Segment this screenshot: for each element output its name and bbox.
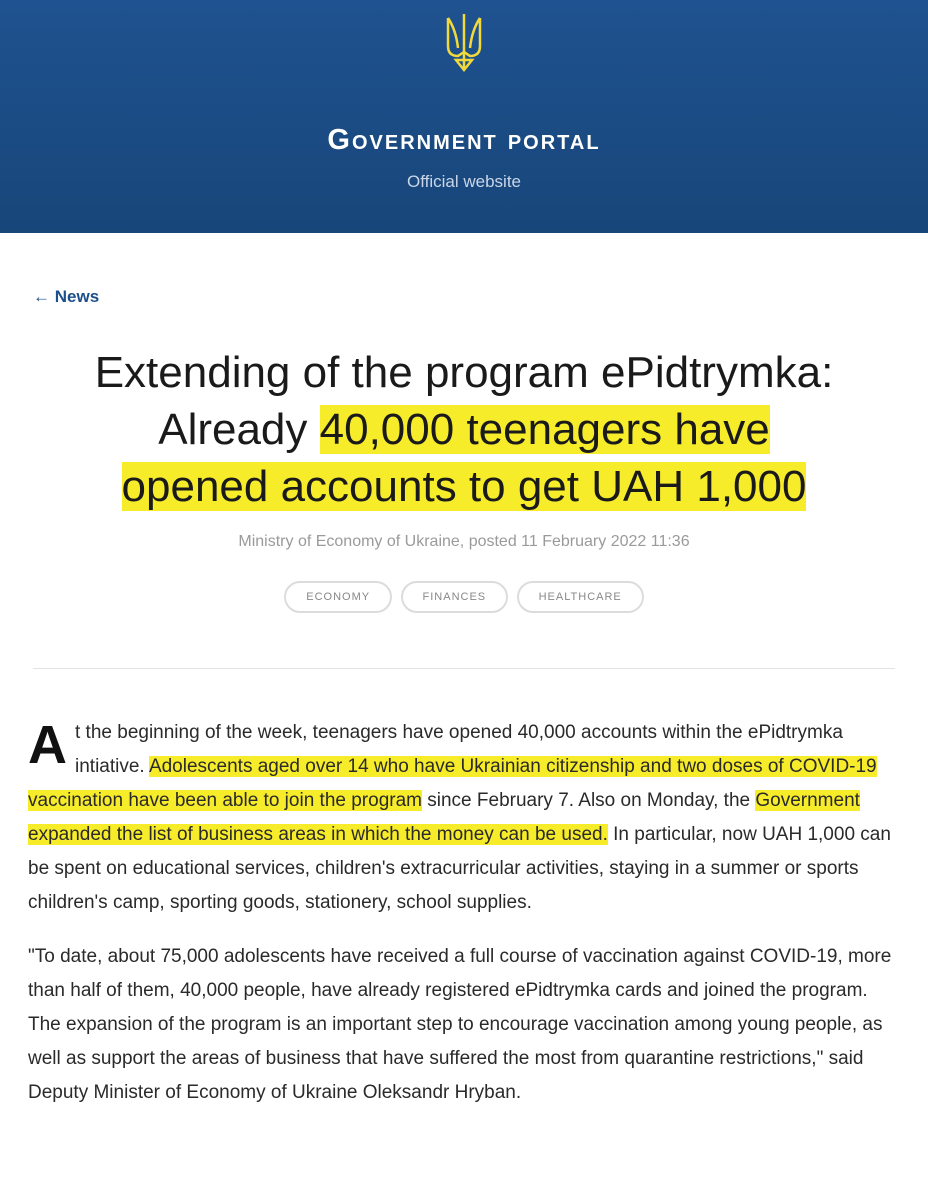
title-highlight-2: opened accounts to get UAH 1,000	[121, 462, 807, 511]
paragraph-1	[28, 716, 896, 920]
back-label: News	[54, 287, 100, 306]
title-line-1: Extending of the program ePidtrymka:	[94, 348, 834, 397]
article-title	[0, 344, 928, 515]
highlight: Government expanded the list of business areas in which the money can be used.	[28, 790, 860, 845]
site-header	[0, 0, 928, 233]
text: since February 7. Also on Monday, the	[421, 790, 756, 811]
text: t the beginning of the week, teenagers have opened 40,000 accounts within the ePidtrymka intiative.	[75, 722, 843, 777]
tag-finances[interactable]: FINANCES	[401, 581, 509, 613]
paragraph-2: "To date, about 75,000 adolescents have received a full course of vaccination against COVID-19, more than half of them, 40,000 people, have already registered ePidtrymka cards and joined the program. The expansion of the program is an important step to encourage vaccination among young people, as well as support the areas of business that have suffered the most from quarantine restrictions," said Deputy Minister of Economy of Ukraine Oleksandr Hryban.	[28, 946, 892, 1103]
trident-icon	[444, 12, 484, 74]
tag-healthcare[interactable]: HEALTHCARE	[517, 581, 644, 613]
portal-title: Government portal	[327, 124, 601, 156]
title-highlight-1: 40,000 teenagers have	[319, 405, 770, 454]
arrow-left-icon: ←	[33, 287, 50, 306]
text: In particular, now UAH 1,000 can be spent on educational services, children's extracurricular activities, staying in a summer or sports children's camp, sporting goods, stationery, school supplies.	[28, 824, 891, 913]
back-to-news-link[interactable]	[33, 287, 99, 307]
article-body	[28, 716, 896, 1130]
article-meta: Ministry of Economy of Ukraine, posted 11 February 2022 11:36	[238, 533, 690, 550]
title-line-2-start: Already	[158, 405, 320, 454]
portal-subtitle: Official website	[406, 172, 521, 191]
tag-economy[interactable]: ECONOMY	[284, 581, 392, 613]
tag-list	[0, 581, 928, 613]
highlight: Adolescents aged over 14 who have Ukrainian citizenship and two doses of COVID-19 vaccination have been able to join the program	[28, 756, 877, 811]
drop-cap: A	[28, 715, 67, 775]
divider	[33, 668, 895, 669]
